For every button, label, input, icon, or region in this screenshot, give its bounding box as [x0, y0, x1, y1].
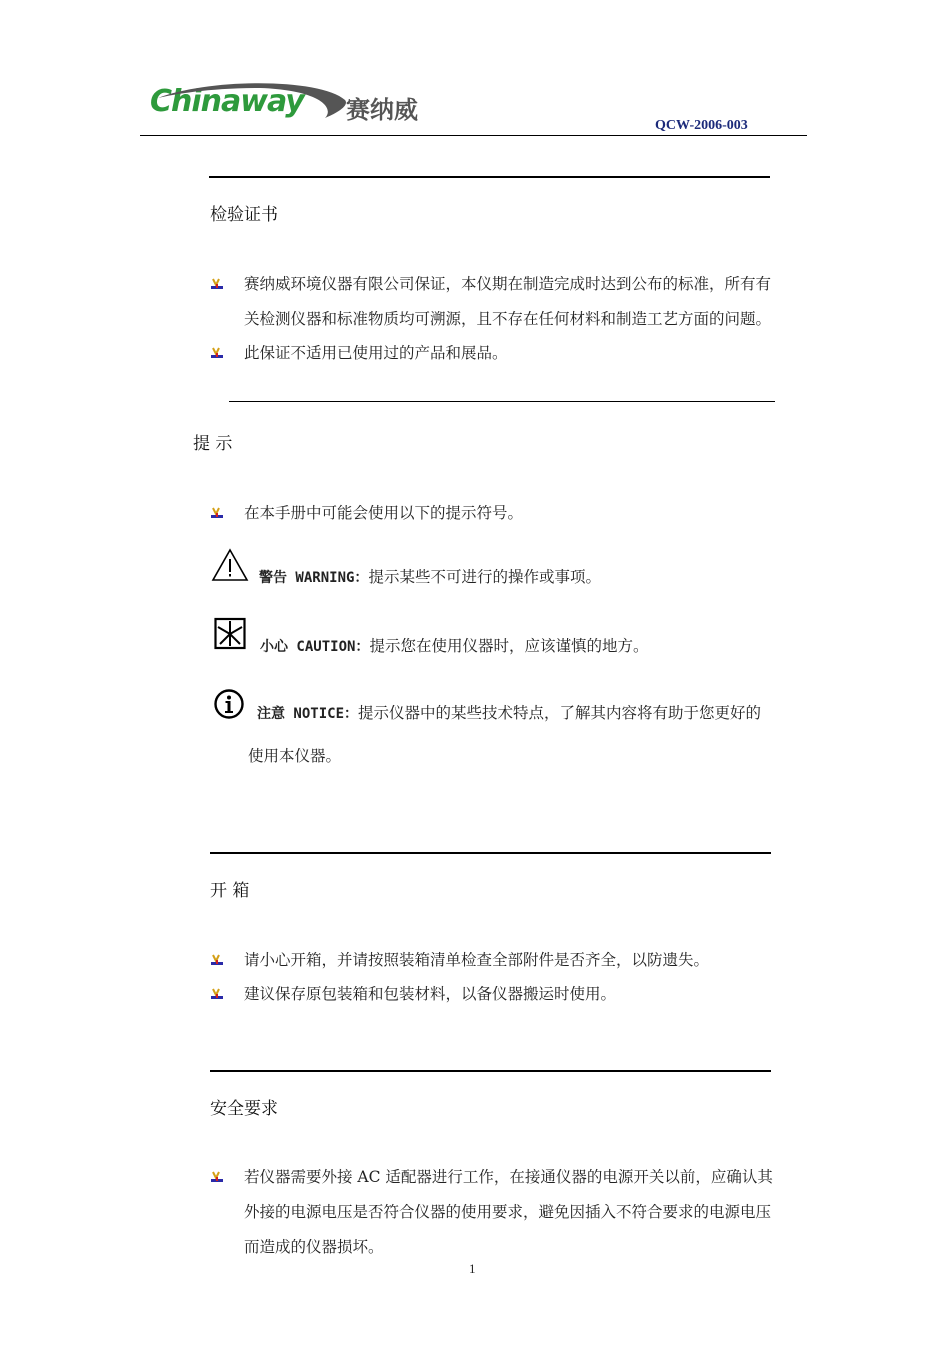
header-divider — [140, 135, 807, 136]
bullet-icon — [210, 988, 224, 1002]
list-item — [210, 943, 810, 978]
bullet-text-line: 在本手册中可能会使用以下的提示符号。 — [244, 504, 524, 522]
warning-triangle-icon — [211, 548, 249, 582]
section-divider — [229, 401, 775, 402]
caution-icon — [214, 617, 246, 651]
bullet-text-line: 建议保存原包装箱和包装材料，以备仪器搬运时使用。 — [244, 985, 617, 1003]
logo-chinese: 赛纳威 — [346, 96, 418, 124]
list-item — [210, 267, 810, 337]
bullet-text-line: 若仪器需要外接 AC 适配器进行工作，在接通仪器的电源开关以前，应确认其 — [244, 1168, 773, 1186]
bullet-text-line: 外接的电源电压是否符合仪器的使用要求，避免因插入不符合要求的电源电压 — [244, 1203, 772, 1221]
list-item — [210, 496, 810, 531]
bullet-text-line: 请小心开箱，并请按照装箱清单检查全部附件是否齐全，以防遗失。 — [244, 951, 710, 969]
caution-notice — [260, 634, 648, 656]
bullet-icon — [210, 278, 224, 292]
list-item — [210, 336, 810, 371]
warning-label: 警告 WARNING： — [259, 570, 369, 586]
document-code: QCW-2006-003 — [655, 118, 748, 133]
section-title-certificate: 检验证书 — [210, 205, 278, 225]
section-divider — [210, 852, 771, 854]
bullet-icon — [210, 347, 224, 361]
bullet-icon — [210, 507, 224, 521]
notice-text-continued: 使用本仪器。 — [248, 747, 342, 765]
company-logo — [150, 80, 430, 128]
section-title-tips: 提 示 — [193, 434, 233, 454]
section-title-safety: 安全要求 — [210, 1099, 278, 1119]
notice-text: 提示仪器中的某些技术特点，了解其内容将有助于您更好的 — [358, 704, 762, 722]
bullet-icon — [210, 1171, 224, 1185]
bullet-text-line: 关检测仪器和标准物质均可溯源，且不存在任何材料和制造工艺方面的问题。 — [244, 310, 772, 328]
page-number: 1 — [469, 1261, 476, 1276]
section-title-unpacking: 开 箱 — [210, 881, 250, 901]
bullet-icon — [210, 954, 224, 968]
section-divider — [209, 176, 770, 178]
caution-text: 提示您在使用仪器时，应该谨慎的地方。 — [369, 637, 649, 655]
section-divider — [210, 1070, 771, 1072]
bullet-text-line: 赛纳威环境仪器有限公司保证，本仪期在制造完成时达到公布的标准，所有有 — [244, 275, 772, 293]
notice-notice — [257, 701, 761, 723]
list-item — [210, 977, 810, 1012]
caution-label: 小心 CAUTION： — [260, 639, 370, 655]
logo-swoosh-icon — [150, 80, 350, 128]
list-item — [210, 1160, 810, 1265]
warning-text: 提示某些不可进行的操作或事项。 — [368, 568, 601, 586]
notice-label: 注意 NOTICE： — [257, 706, 359, 722]
logo-text: Chinaway — [150, 84, 304, 119]
info-icon — [213, 688, 245, 720]
bullet-text-line: 此保证不适用已使用过的产品和展品。 — [244, 344, 508, 362]
bullet-text-line: 而造成的仪器损坏。 — [244, 1238, 384, 1256]
warning-notice — [259, 565, 601, 587]
